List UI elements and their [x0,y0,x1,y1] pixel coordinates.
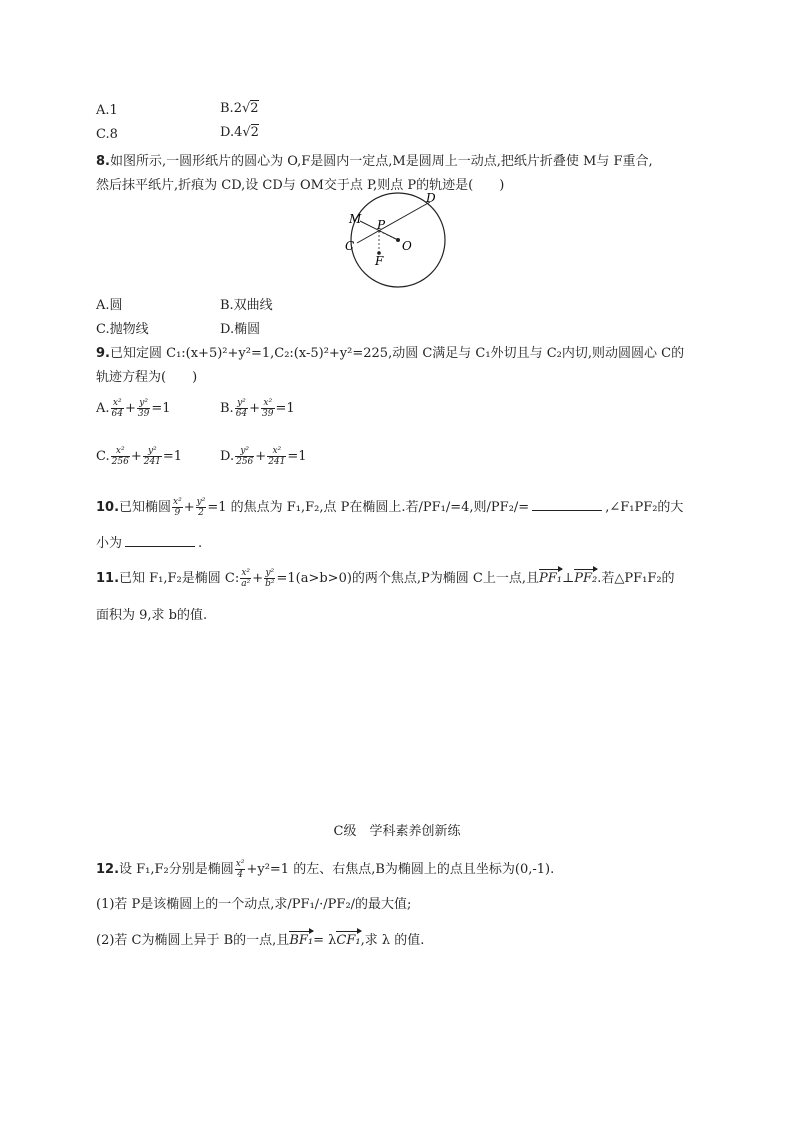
q10-line2: 小为 . [96,536,203,551]
q8-line1: 8.如图所示,一圆形纸片的圆心为 O,F是圆内一定点,M是圆周上一动点,把纸片折叠使 M与 F重合, [96,154,653,169]
q8-line2: 然后抹平纸片,折痕为 CD,设 CD与 OM交于点 P,则点 P的轨迹是( ) [96,178,505,193]
crease-line-cd [357,202,430,243]
section-title: C级 学科素养创新练 [333,824,461,839]
q7-option-b: B.2√2 [220,101,259,116]
answer-blank [532,510,602,511]
q9-option-a: A. $\frac{\text{x²}}{64}$ + $\frac{\text{y²}}{39}$ =1 [96,398,171,419]
q9-option-c: C. $\frac{\text{x²}}{256}$ + $\frac{\text{y²}}{241}$ =1 [96,446,183,467]
label-c: C [345,239,355,253]
q11-line2: 面积为 9,求 b的值. [96,608,208,623]
q8-option-c: C.抛物线 [96,322,149,337]
sqrt-symbol: √ [242,125,251,140]
q7-option-c: C.8 [96,127,118,142]
vector-bf1: BF₁ [289,928,313,948]
label-f: F [375,254,384,268]
q9-option-b: B. $\frac{\text{y²}}{64}$ + $\frac{\text{x²}}{39}$ =1 [220,398,295,419]
label-m: M [349,212,362,226]
q7-option-a: A.1 [96,103,118,118]
vector-cf1: CF₁ [336,928,360,948]
q12-part2: (2)若 C为椭圆上异于 B的一点,且BF₁= λCF₁,求 λ 的值. [96,928,424,948]
label-p: P [377,218,386,232]
q8-circle-figure [335,188,455,288]
q8-option-a: A.圆 [96,298,123,313]
label-o: O [402,239,412,253]
q9-line1: 9.已知定圆 C₁:(x+5)²+y²=1,C₂:(x-5)²+y²=225,动圆 C满足与 C₁外切且与 C₂内切,则动圆圆心 C的 [96,346,685,361]
point-o [396,238,400,242]
label-d: D [426,191,436,205]
q12-part1: (1)若 P是该椭圆上的一个动点,求/PF₁/·/PF₂/的最大值; [96,897,412,912]
q9-option-d: D. $\frac{\text{y²}}{256}$ + $\frac{\text{x²}}{241}$ =1 [220,446,307,467]
q9-line2: 轨迹方程为( ) [96,370,198,385]
answer-blank [125,546,195,547]
q10-line1: 10.已知椭圆 $\frac{\text{x²}}{9}$ + $\frac{\text{y²}}{2}$ =1 的焦点为 F₁,F₂,点 P在椭圆上.若/PF₁/=4,则/PF₂/= ,∠F₁PF₂的大 [96,497,684,518]
q8-option-d: D.椭圆 [220,322,261,337]
q11-line1: 11.已知 F₁,F₂是椭圆 C: $\frac{\text{x²}}{\text{a²}}$ + $\frac{\text{y²}}{\text{b²}}$ =1(a>b>0)的两个焦点,P为椭圆 C上一点,且PF₁⊥PF₂.若△PF₁F₂的 [96,568,675,589]
vector-pf1: PF₁ [539,566,562,586]
q8-option-b: B.双曲线 [220,298,273,313]
q7-option-d: D.4√2 [220,125,259,140]
q12-line1: 12.设 F₁,F₂分别是椭圆 $\frac{\text{x²}}{4}$ +y²=1 的左、右焦点,B为椭圆上的点且坐标为(0,-1). [96,859,555,880]
vector-pf2: PF₂ [574,566,597,586]
sqrt-symbol: √ [241,101,251,116]
